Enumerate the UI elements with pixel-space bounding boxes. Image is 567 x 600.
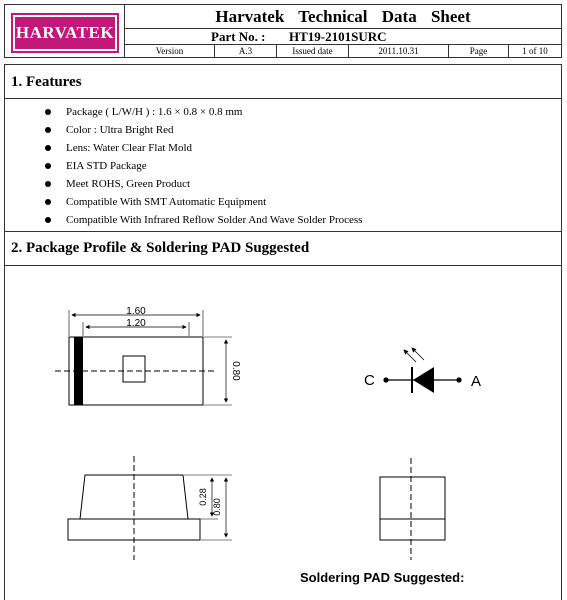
page-label: Page	[449, 45, 509, 57]
list-item: Compatible With SMT Automatic Equipment	[45, 193, 362, 211]
issued-date-value: 2011.10.31	[349, 45, 449, 57]
package-profile-heading: 2. Package Profile & Soldering PAD Suggested	[5, 232, 561, 266]
dim-total-height: 0.80	[212, 498, 222, 516]
end-view-drawing	[380, 458, 445, 560]
list-item: Package ( L/W/H ) : 1.6 × 0.8 × 0.8 mm	[45, 103, 362, 121]
soldering-pad-caption: Soldering PAD Suggested:	[300, 570, 465, 585]
list-item: EIA STD Package	[45, 157, 362, 175]
list-item: Lens: Water Clear Flat Mold	[45, 139, 362, 157]
version-label: Version	[125, 45, 215, 57]
dim-lens-height: 0.28	[198, 488, 208, 506]
dim-length: 1.60	[126, 306, 146, 317]
part-number-value: HT19-2101SURC	[289, 29, 387, 44]
cathode-label: C	[364, 372, 375, 389]
part-number-label: Part No. :	[211, 29, 266, 44]
page-value: 1 of 10	[522, 46, 548, 56]
document-title: Harvatek Technical Data Sheet	[125, 5, 561, 29]
list-item: Compatible With Infrared Reflow Solder And Wave Solder Process	[45, 211, 362, 229]
harvatek-logo: HARVATEK	[13, 15, 117, 51]
side-view-drawing	[68, 456, 232, 560]
anode-label: A	[471, 373, 482, 390]
list-item: Meet ROHS, Green Product	[45, 175, 362, 193]
version-value: A.3	[215, 45, 277, 57]
list-item: Color : Ultra Bright Red	[45, 121, 362, 139]
diode-symbol	[364, 348, 481, 393]
top-view-drawing	[55, 306, 241, 405]
issued-date-label: Issued date	[277, 45, 349, 57]
dim-inner: 1.20	[126, 318, 146, 329]
features-heading: 1. Features	[5, 65, 561, 99]
dim-width: 0.80	[230, 361, 241, 381]
